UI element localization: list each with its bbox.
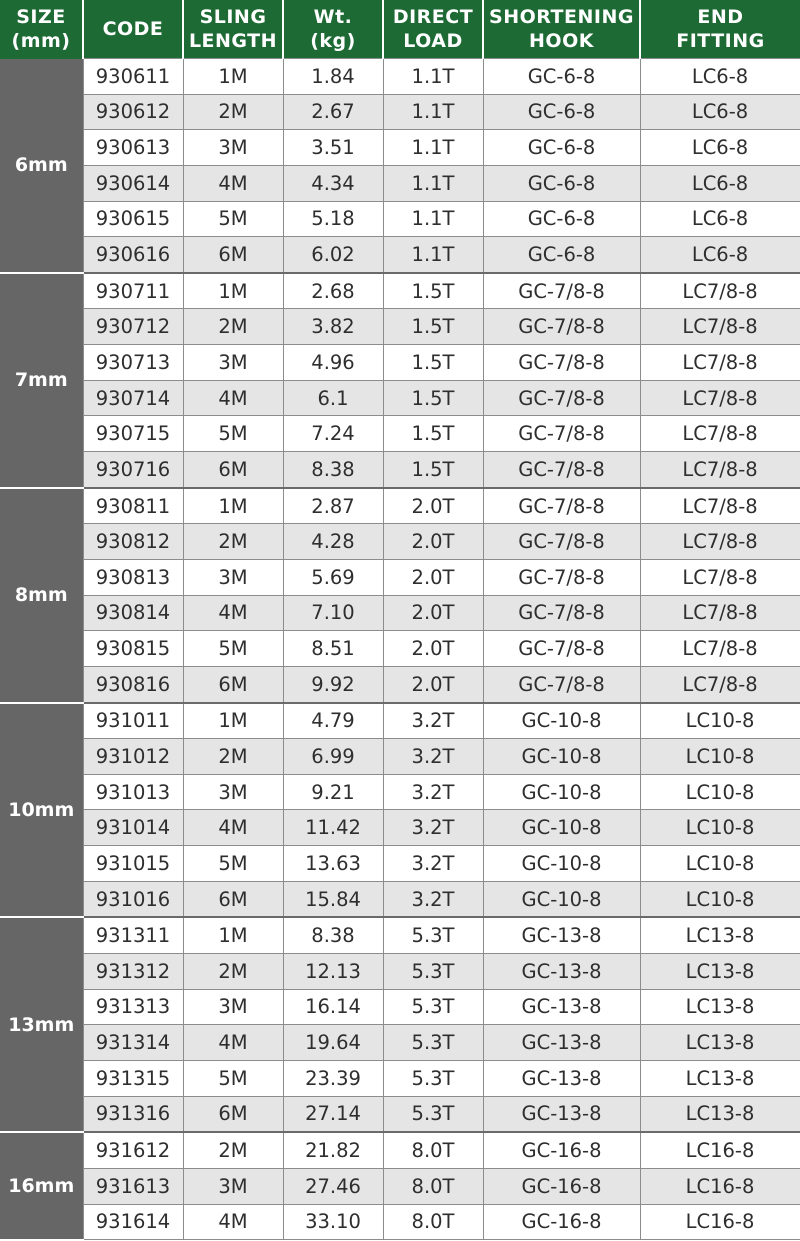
code-cell: 931612 (83, 1132, 183, 1168)
direct-load-cell: 3.2T (383, 881, 483, 917)
direct-load-cell: 1.5T (383, 380, 483, 416)
weight-cell: 1.84 (283, 59, 383, 95)
code-cell: 930813 (83, 559, 183, 595)
table-row (0, 452, 800, 488)
table-row (0, 1060, 800, 1096)
end-fitting-cell: LC7/8-8 (640, 488, 800, 524)
direct-load-cell: 1.1T (383, 94, 483, 130)
direct-load-cell: 1.1T (383, 165, 483, 201)
shortening-hook-cell: GC-16-8 (483, 1204, 640, 1240)
table-row (0, 559, 800, 595)
header-size-line1: SIZE (16, 6, 66, 29)
shortening-hook-cell: GC-10-8 (483, 810, 640, 846)
shortening-hook-cell: GC-13-8 (483, 1096, 640, 1132)
weight-cell: 27.14 (283, 1096, 383, 1132)
end-fitting-cell: LC10-8 (640, 846, 800, 882)
end-fitting-cell: LC16-8 (640, 1132, 800, 1168)
sling-length-cell: 3M (183, 774, 283, 810)
shortening-hook-cell: GC-7/8-8 (483, 559, 640, 595)
sling-length-cell: 2M (183, 309, 283, 345)
code-cell: 930815 (83, 631, 183, 667)
sling-length-cell: 3M (183, 1168, 283, 1204)
table-row (0, 1132, 800, 1168)
code-cell: 930816 (83, 666, 183, 702)
sling-length-cell: 3M (183, 559, 283, 595)
direct-load-cell: 1.5T (383, 309, 483, 345)
table-row (0, 488, 800, 524)
direct-load-cell: 3.2T (383, 774, 483, 810)
shortening-hook-cell: GC-7/8-8 (483, 416, 640, 452)
direct-load-cell: 8.0T (383, 1204, 483, 1240)
shortening-hook-cell: GC-7/8-8 (483, 309, 640, 345)
shortening-hook-cell: GC-6-8 (483, 201, 640, 237)
size-cell: 6mm (0, 59, 83, 273)
table-row (0, 1096, 800, 1132)
code-cell: 930715 (83, 416, 183, 452)
code-cell: 931016 (83, 881, 183, 917)
shortening-hook-cell: GC-10-8 (483, 739, 640, 775)
code-cell: 931314 (83, 1025, 183, 1061)
shortening-hook-cell: GC-6-8 (483, 237, 640, 273)
code-cell: 930611 (83, 59, 183, 95)
header-size-line2: (mm) (11, 30, 71, 53)
header-end-fitting-line2: FITTING (676, 30, 765, 52)
size-cell: 10mm (0, 703, 83, 918)
table-row (0, 273, 800, 309)
shortening-hook-cell: GC-16-8 (483, 1168, 640, 1204)
weight-cell: 6.99 (283, 739, 383, 775)
end-fitting-cell: LC13-8 (640, 917, 800, 953)
direct-load-cell: 3.2T (383, 739, 483, 775)
weight-cell: 8.38 (283, 917, 383, 953)
weight-cell: 4.34 (283, 165, 383, 201)
sling-length-cell: 6M (183, 452, 283, 488)
direct-load-cell: 1.5T (383, 273, 483, 309)
code-cell: 930614 (83, 165, 183, 201)
weight-cell: 12.13 (283, 954, 383, 990)
sling-length-cell: 5M (183, 1060, 283, 1096)
shortening-hook-cell: GC-6-8 (483, 94, 640, 130)
code-cell: 931015 (83, 846, 183, 882)
end-fitting-cell: LC7/8-8 (640, 631, 800, 667)
table-row (0, 703, 800, 739)
direct-load-cell: 3.2T (383, 846, 483, 882)
shortening-hook-cell: GC-13-8 (483, 989, 640, 1025)
weight-cell: 2.67 (283, 94, 383, 130)
table-row (0, 595, 800, 631)
sling-length-cell: 6M (183, 237, 283, 273)
code-cell: 930712 (83, 309, 183, 345)
header-sling-length-line1: SLING (199, 6, 267, 28)
shortening-hook-cell: GC-7/8-8 (483, 452, 640, 488)
weight-cell: 3.82 (283, 309, 383, 345)
direct-load-cell: 1.1T (383, 59, 483, 95)
end-fitting-cell: LC7/8-8 (640, 380, 800, 416)
code-cell: 930612 (83, 94, 183, 130)
sling-length-cell: 3M (183, 345, 283, 381)
sling-length-cell: 4M (183, 165, 283, 201)
end-fitting-cell: LC7/8-8 (640, 309, 800, 345)
table-row (0, 666, 800, 702)
code-cell: 931614 (83, 1204, 183, 1240)
direct-load-cell: 1.5T (383, 416, 483, 452)
size-cell: 8mm (0, 488, 83, 703)
weight-cell: 11.42 (283, 810, 383, 846)
header-sling-length-line2: LENGTH (188, 30, 278, 52)
header-direct-load (383, 0, 483, 59)
sling-length-cell: 4M (183, 595, 283, 631)
end-fitting-cell: LC6-8 (640, 237, 800, 273)
sling-length-cell: 6M (183, 666, 283, 702)
weight-cell: 16.14 (283, 989, 383, 1025)
header-shortening-hook-line1: SHORTENING (489, 6, 634, 28)
shortening-hook-cell: GC-13-8 (483, 1060, 640, 1096)
sling-length-cell: 4M (183, 810, 283, 846)
weight-cell: 8.51 (283, 631, 383, 667)
direct-load-cell: 2.0T (383, 559, 483, 595)
end-fitting-cell: LC13-8 (640, 1060, 800, 1096)
shortening-hook-cell: GC-16-8 (483, 1132, 640, 1168)
direct-load-cell: 8.0T (383, 1168, 483, 1204)
sling-length-cell: 1M (183, 488, 283, 524)
weight-cell: 21.82 (283, 1132, 383, 1168)
direct-load-cell: 8.0T (383, 1132, 483, 1168)
shortening-hook-cell: GC-7/8-8 (483, 380, 640, 416)
code-cell: 931013 (83, 774, 183, 810)
direct-load-cell: 2.0T (383, 666, 483, 702)
table-row (0, 989, 800, 1025)
shortening-hook-cell: GC-7/8-8 (483, 631, 640, 667)
code-cell: 931315 (83, 1060, 183, 1096)
end-fitting-cell: LC7/8-8 (640, 559, 800, 595)
table-row (0, 774, 800, 810)
table-row (0, 739, 800, 775)
direct-load-cell: 5.3T (383, 917, 483, 953)
weight-cell: 4.79 (283, 703, 383, 739)
weight-cell: 6.02 (283, 237, 383, 273)
table-row (0, 165, 800, 201)
code-cell: 931313 (83, 989, 183, 1025)
end-fitting-cell: LC13-8 (640, 989, 800, 1025)
code-cell: 930812 (83, 524, 183, 560)
sling-length-cell: 2M (183, 94, 283, 130)
weight-cell: 4.96 (283, 345, 383, 381)
sling-length-cell: 5M (183, 846, 283, 882)
table-row (0, 1204, 800, 1240)
sling-length-cell: 4M (183, 1025, 283, 1061)
shortening-hook-cell: GC-7/8-8 (483, 488, 640, 524)
end-fitting-cell: LC7/8-8 (640, 595, 800, 631)
sling-length-cell: 1M (183, 273, 283, 309)
header-weight-line2: (kg) (310, 30, 356, 52)
direct-load-cell: 5.3T (383, 1060, 483, 1096)
shortening-hook-cell: GC-10-8 (483, 846, 640, 882)
table-row (0, 94, 800, 130)
header-sling-length (183, 0, 283, 59)
weight-cell: 9.92 (283, 666, 383, 702)
code-cell: 931613 (83, 1168, 183, 1204)
table-row (0, 917, 800, 953)
weight-cell: 4.28 (283, 524, 383, 560)
code-cell: 931012 (83, 739, 183, 775)
direct-load-cell: 5.3T (383, 1025, 483, 1061)
weight-cell: 2.68 (283, 273, 383, 309)
end-fitting-cell: LC10-8 (640, 881, 800, 917)
code-cell: 930811 (83, 488, 183, 524)
sling-length-cell: 1M (183, 703, 283, 739)
end-fitting-cell: LC7/8-8 (640, 666, 800, 702)
weight-cell: 7.24 (283, 416, 383, 452)
table-row (0, 881, 800, 917)
code-cell: 930814 (83, 595, 183, 631)
table-row (0, 201, 800, 237)
sling-length-cell: 3M (183, 989, 283, 1025)
table-row (0, 810, 800, 846)
sling-length-cell: 4M (183, 380, 283, 416)
shortening-hook-cell: GC-13-8 (483, 954, 640, 990)
code-cell: 931014 (83, 810, 183, 846)
code-cell: 931311 (83, 917, 183, 953)
shortening-hook-cell: GC-10-8 (483, 774, 640, 810)
table-row (0, 631, 800, 667)
end-fitting-cell: LC6-8 (640, 94, 800, 130)
sling-length-cell: 6M (183, 881, 283, 917)
header-weight (283, 0, 383, 59)
sling-length-cell: 2M (183, 954, 283, 990)
weight-cell: 2.87 (283, 488, 383, 524)
table-row (0, 380, 800, 416)
shortening-hook-cell: GC-7/8-8 (483, 595, 640, 631)
table-row (0, 309, 800, 345)
header-end-fitting-line1: END (697, 6, 744, 28)
shortening-hook-cell: GC-7/8-8 (483, 524, 640, 560)
header-code-line1: CODE (102, 18, 164, 40)
end-fitting-cell: LC7/8-8 (640, 273, 800, 309)
sling-length-cell: 1M (183, 59, 283, 95)
shortening-hook-cell: GC-6-8 (483, 165, 640, 201)
end-fitting-cell: LC13-8 (640, 1025, 800, 1061)
end-fitting-cell: LC10-8 (640, 774, 800, 810)
end-fitting-cell: LC7/8-8 (640, 452, 800, 488)
direct-load-cell: 1.5T (383, 345, 483, 381)
weight-cell: 19.64 (283, 1025, 383, 1061)
end-fitting-cell: LC10-8 (640, 739, 800, 775)
shortening-hook-cell: GC-10-8 (483, 703, 640, 739)
table-row (0, 524, 800, 560)
shortening-hook-cell: GC-13-8 (483, 1025, 640, 1061)
header-weight-line1: Wt. (313, 6, 353, 28)
end-fitting-cell: LC10-8 (640, 703, 800, 739)
direct-load-cell: 2.0T (383, 488, 483, 524)
direct-load-cell: 5.3T (383, 989, 483, 1025)
weight-cell: 5.18 (283, 201, 383, 237)
direct-load-cell: 2.0T (383, 631, 483, 667)
weight-cell: 8.38 (283, 452, 383, 488)
direct-load-cell: 5.3T (383, 954, 483, 990)
code-cell: 930613 (83, 130, 183, 166)
size-cell: 16mm (0, 1132, 83, 1239)
end-fitting-cell: LC7/8-8 (640, 524, 800, 560)
weight-cell: 27.46 (283, 1168, 383, 1204)
end-fitting-cell: LC6-8 (640, 59, 800, 95)
weight-cell: 5.69 (283, 559, 383, 595)
header-size (0, 0, 83, 59)
table-body (0, 59, 800, 1240)
direct-load-cell: 2.0T (383, 524, 483, 560)
sling-length-cell: 3M (183, 130, 283, 166)
end-fitting-cell: LC6-8 (640, 201, 800, 237)
sling-length-cell: 4M (183, 1204, 283, 1240)
sling-length-cell: 2M (183, 739, 283, 775)
header-code (83, 0, 183, 59)
end-fitting-cell: LC16-8 (640, 1204, 800, 1240)
weight-cell: 23.39 (283, 1060, 383, 1096)
code-cell: 930711 (83, 273, 183, 309)
end-fitting-cell: LC16-8 (640, 1168, 800, 1204)
direct-load-cell: 1.5T (383, 452, 483, 488)
end-fitting-cell: LC7/8-8 (640, 345, 800, 381)
table-row (0, 1168, 800, 1204)
direct-load-cell: 5.3T (383, 1096, 483, 1132)
header-shortening-hook (483, 0, 640, 59)
end-fitting-cell: LC13-8 (640, 1096, 800, 1132)
direct-load-cell: 3.2T (383, 703, 483, 739)
end-fitting-cell: LC6-8 (640, 165, 800, 201)
direct-load-cell: 1.1T (383, 237, 483, 273)
table-row (0, 130, 800, 166)
table-row (0, 59, 800, 95)
header-end-fitting (640, 0, 800, 59)
direct-load-cell: 1.1T (383, 130, 483, 166)
end-fitting-cell: LC10-8 (640, 810, 800, 846)
sling-length-cell: 6M (183, 1096, 283, 1132)
direct-load-cell: 2.0T (383, 595, 483, 631)
shortening-hook-cell: GC-7/8-8 (483, 345, 640, 381)
end-fitting-cell: LC7/8-8 (640, 416, 800, 452)
table-row (0, 345, 800, 381)
weight-cell: 6.1 (283, 380, 383, 416)
shortening-hook-cell: GC-7/8-8 (483, 666, 640, 702)
shortening-hook-cell: GC-7/8-8 (483, 273, 640, 309)
table-row (0, 237, 800, 273)
shortening-hook-cell: GC-6-8 (483, 130, 640, 166)
code-cell: 931312 (83, 954, 183, 990)
code-cell: 931011 (83, 703, 183, 739)
header-direct-load-line2: LOAD (403, 30, 463, 52)
sling-length-cell: 5M (183, 631, 283, 667)
shortening-hook-cell: GC-6-8 (483, 59, 640, 95)
code-cell: 930615 (83, 201, 183, 237)
table-row (0, 416, 800, 452)
code-cell: 930713 (83, 345, 183, 381)
weight-cell: 33.10 (283, 1204, 383, 1240)
size-cell: 7mm (0, 273, 83, 488)
sling-length-cell: 2M (183, 1132, 283, 1168)
weight-cell: 15.84 (283, 881, 383, 917)
end-fitting-cell: LC6-8 (640, 130, 800, 166)
end-fitting-cell: LC13-8 (640, 954, 800, 990)
code-cell: 930616 (83, 237, 183, 273)
direct-load-cell: 1.1T (383, 201, 483, 237)
weight-cell: 7.10 (283, 595, 383, 631)
shortening-hook-cell: GC-10-8 (483, 881, 640, 917)
code-cell: 930714 (83, 380, 183, 416)
weight-cell: 3.51 (283, 130, 383, 166)
code-cell: 931316 (83, 1096, 183, 1132)
weight-cell: 13.63 (283, 846, 383, 882)
header-row (0, 0, 800, 59)
table-row (0, 1025, 800, 1061)
header-direct-load-line1: DIRECT (392, 6, 474, 28)
sling-length-cell: 2M (183, 524, 283, 560)
sling-length-cell: 5M (183, 416, 283, 452)
sling-length-cell: 1M (183, 917, 283, 953)
size-cell: 13mm (0, 917, 83, 1132)
code-cell: 930716 (83, 452, 183, 488)
weight-cell: 9.21 (283, 774, 383, 810)
header-shortening-hook-line2: HOOK (529, 30, 594, 52)
shortening-hook-cell: GC-13-8 (483, 917, 640, 953)
table-row (0, 954, 800, 990)
table-row (0, 846, 800, 882)
direct-load-cell: 3.2T (383, 810, 483, 846)
sling-length-cell: 5M (183, 201, 283, 237)
